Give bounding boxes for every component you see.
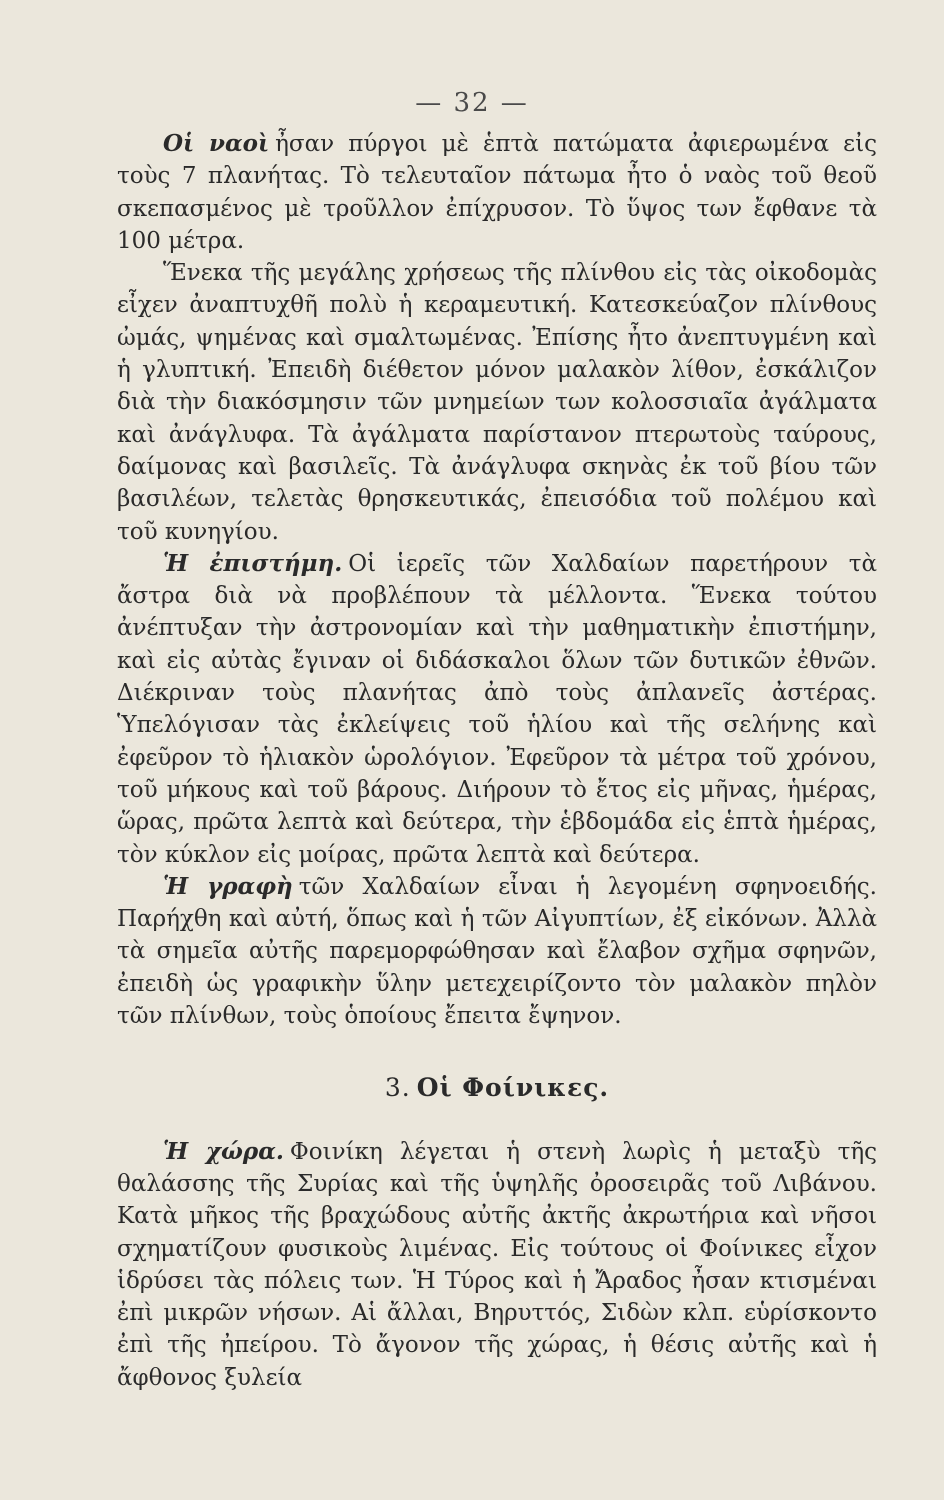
section-heading — [117, 1072, 877, 1104]
paragraph-lead: Ἡ ἐπιστήμη. — [163, 549, 343, 577]
paragraph-writing — [117, 871, 877, 1032]
paragraph-lead: Ἡ γραφὴ — [163, 872, 293, 900]
paragraph-text: τῶν Χαλδαίων εἶναι ἡ λεγομένη σφηνοειδής. Παρήχθη καὶ αὐτή, ὅπως καὶ ἡ τῶν Αἰγυπτίων, ἐξ εἰκόνων. Ἀλλὰ τὰ σημεῖα αὐτῆς παρεμορφώθησαν καὶ ἔλαβον σχῆμα σφηνῶν, ἐπειδὴ ὡς γραφικὴν ὕλην μετεχειρίζοντο τὸν μαλακὸν πηλὸν τῶν πλίνθων, τοὺς ὁποίους ἔπειτα ἔψηνον. — [117, 873, 877, 1030]
paragraph-ceramics — [117, 257, 877, 548]
paragraph-country — [117, 1136, 877, 1394]
paragraph-text: Οἱ ἱερεῖς τῶν Χαλδαίων παρετήρουν τὰ ἄστρα διὰ νὰ προβλέπουν τὰ μέλλοντα. Ἕνεκα τούτου ἀνέπτυξαν τὴν ἀστρονομίαν καὶ τὴν μαθηματικὴν ἐπιστήμην, καὶ εἰς αὐτὰς ἔγιναν οἱ διδάσκαλοι ὅλων τῶν δυτικῶν ἐθνῶν. Διέκριναν τοὺς πλανήτας ἀπὸ τοὺς ἀπλανεῖς ἀστέρας. Ὑπελόγισαν τὰς ἐκλείψεις τοῦ ἡλίου καὶ τῆς σελήνης καὶ ἐφεῦρον τὸ ἡλιακὸν ὡρολόγιον. Ἐφεῦρον τὰ μέτρα τοῦ χρόνου, τοῦ μήκους καὶ τοῦ βάρους. Διήρουν τὸ ἔτος εἰς μῆνας, ἡμέρας, ὥρας, πρῶτα λεπτὰ καὶ δεύτερα, τὴν ἑβδομάδα εἰς ἑπτὰ ἡμέρας, τὸν κύκλον εἰς μοίρας, πρῶτα λεπτὰ καὶ δεύτερα. — [117, 550, 877, 868]
paragraph-text: Ἕνεκα τῆς μεγάλης χρήσεως τῆς πλίνθου εἰς τὰς οἰκοδομὰς εἶχεν ἀναπτυχθῆ πολὺ ἡ κεραμευτική. Κατεσκεύαζον πλίνθους ὠμάς, ψημένας καὶ σμαλτωμένας. Ἐπίσης ἦτο ἀνεπτυγμένη καὶ ἡ γλυπτική. Ἐπειδὴ διέθετον μόνον μαλακὸν λίθον, ἐσκάλιζον διὰ τὴν διακόσμησιν τῶν μνημείων των κολοσσιαῖα ἀγάλματα καὶ ἀνάγλυφα. Τὰ ἀγάλματα παρίστανον πτερωτοὺς ταύρους, δαίμονας καὶ βασιλεῖς. Τὰ ἀνάγλυφα σκηνὰς ἐκ τοῦ βίου τῶν βασιλέων, τελετὰς θρησκευτικάς, ἐπεισόδια τοῦ πολέμου καὶ τοῦ κυνηγίου. — [117, 260, 877, 545]
paragraph-lead: Οἱ ναοὶ — [163, 130, 270, 157]
body-text — [117, 128, 877, 1394]
section-number: 3. — [384, 1073, 411, 1103]
paragraph-science — [117, 548, 877, 871]
paragraph-lead: Ἡ χώρα. — [163, 1137, 284, 1165]
paragraph-temples — [117, 128, 877, 257]
paragraph-text: Φοινίκη λέγεται ἡ στενὴ λωρὶς ἡ μεταξὺ τῆς θαλάσσης τῆς Συρίας καὶ τῆς ὑψηλῆς ὀροσειρᾶς τοῦ Λιβάνου. Κατὰ μῆκος τῆς βραχώδους αὐτῆς ἀκτῆς ἀκρωτήρια καὶ νῆσοι σχηματίζουν φυσικοὺς λιμένας. Εἰς τούτους οἱ Φοίνικες εἶχον ἱδρύσει τὰς πόλεις των. Ἡ Τύρος καὶ ἡ Ἄραδος ἦσαν κτισμέναι ἐπὶ μικρῶν νήσων. Αἱ ἄλλαι, Βηρυττός, Σιδὼν κλπ. εὑρίσκοντο ἐπὶ τῆς ἠπείρου. Τὸ ἄγονον τῆς χώρας, ἡ θέσις αὐτῆς καὶ ἡ ἄφθονος ξυλεία — [117, 1138, 877, 1391]
section-title: Οἱ Φοίνικες. — [416, 1073, 610, 1103]
paragraph-text: ἦσαν πύργοι μὲ ἑπτὰ πατώματα ἀφιερωμένα εἰς τοὺς 7 πλανήτας. Τὸ τελευταῖον πάτωμα ἦτο ὁ ναὸς τοῦ θεοῦ σκεπασμένος μὲ τροῦλλον ἐπίχρυσον. Τὸ ὕψος των ἔφθανε τὰ 100 μέτρα. — [117, 131, 877, 254]
page-number: — 32 — — [415, 88, 529, 118]
